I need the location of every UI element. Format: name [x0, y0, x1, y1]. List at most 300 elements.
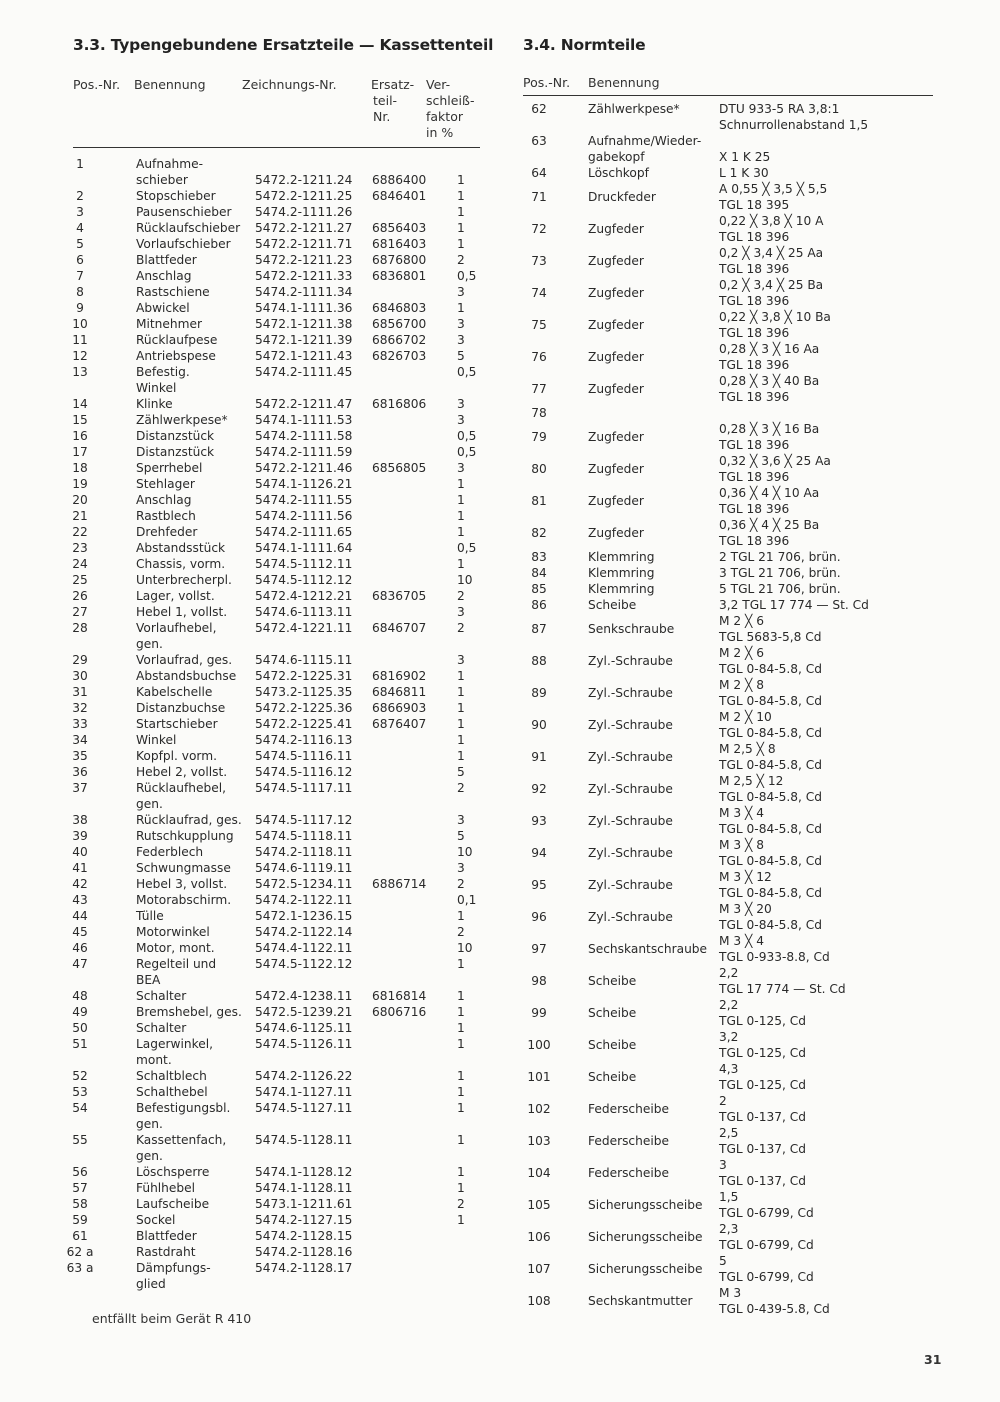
pos-number: 77 [531, 382, 547, 396]
pos-number: 76 [531, 350, 547, 364]
wear-factor: 0,5 [457, 269, 477, 283]
pos-number: 74 [531, 286, 547, 300]
drawing-number: 5474.5-1112.11 [255, 557, 353, 571]
drawing-number: 5474.2-1111.58 [255, 429, 353, 443]
part-name: Zugfeder [588, 430, 644, 444]
wear-factor: 0,5 [457, 429, 477, 443]
left-section-title: 3.3. Typengebundene Ersatzteile — Kassettenteil [73, 36, 494, 54]
pos-number: 37 [72, 781, 88, 795]
spec-text: TGL 0-6799, Cd [719, 1206, 814, 1220]
spec-text: TGL 0-137, Cd [719, 1174, 806, 1188]
pos-number: 35 [72, 749, 88, 763]
drawing-number: 5472.2-1211.25 [255, 189, 353, 203]
drawing-number: 5472.2-1225.36 [255, 701, 353, 715]
wear-factor: 1 [457, 493, 465, 507]
drawing-number: 5474.2-1111.65 [255, 525, 353, 539]
part-name: Distanzstück [136, 445, 215, 459]
wear-factor: 1 [457, 1085, 465, 1099]
part-name: Zyl.-Schraube [588, 750, 673, 764]
wear-factor: 1 [457, 1101, 465, 1115]
wear-factor: 10 [457, 941, 473, 955]
spec-text: 0,32 ╳ 3,6 ╳ 25 Aa [719, 454, 831, 468]
part-name: Rücklaufrad, ges. [136, 813, 242, 827]
part-name: Zyl.-Schraube [588, 846, 673, 860]
spec-text: 0,28 ╳ 3 ╳ 16 Aa [719, 342, 820, 356]
spec-text: M 2 ╳ 10 [719, 710, 772, 724]
spec-text: M 2,5 ╳ 12 [719, 774, 784, 788]
spec-text: M 3 ╳ 12 [719, 870, 772, 884]
spec-text: 1,5 [719, 1190, 739, 1204]
right-header-rule [523, 95, 933, 96]
wear-factor: 5 [457, 829, 465, 843]
spec-text: TGL 18 396 [719, 502, 790, 516]
spec-text: TGL 0-84-5.8, Cd [719, 726, 822, 740]
drawing-number: 5474.1-1126.21 [255, 477, 353, 491]
spec-text: L 1 K 30 [719, 166, 769, 180]
part-name: Winkel [136, 733, 177, 747]
spec-text: 0,36 ╳ 4 ╳ 10 Aa [719, 486, 820, 500]
part-name: Klemmring [588, 566, 655, 580]
pos-number: 34 [72, 733, 88, 747]
part-name: Zugfeder [588, 254, 644, 268]
spec-text: 0,2 ╳ 3,4 ╳ 25 Aa [719, 246, 824, 260]
pos-number: 106 [527, 1230, 551, 1244]
spec-text: 2,2 [719, 966, 739, 980]
part-name: Sicherungsscheibe [588, 1198, 703, 1212]
pos-number: 18 [72, 461, 88, 475]
part-name: Motorabschirm. [136, 893, 232, 907]
drawing-number: 5474.2-1118.11 [255, 845, 353, 859]
drawing-number: 5473.2-1125.35 [255, 685, 353, 699]
part-name: Rücklaufhebel, [136, 781, 226, 795]
drawing-number: 5474.1-1128.11 [255, 1181, 353, 1195]
part-name: Bremshebel, ges. [136, 1005, 242, 1019]
wear-factor: 3 [457, 397, 465, 411]
pos-number: 50 [72, 1021, 88, 1035]
spec-text: M 3 ╳ 20 [719, 902, 772, 916]
pos-number: 46 [72, 941, 88, 955]
pos-number: 1 [76, 157, 84, 171]
pos-number: 2 [76, 189, 84, 203]
spare-part-number: 6856700 [372, 317, 427, 331]
drawing-number: 5474.2-1111.55 [255, 493, 353, 507]
wear-factor: 2 [457, 877, 465, 891]
part-name: Zyl.-Schraube [588, 878, 673, 892]
spec-text: TGL 18 396 [719, 230, 790, 244]
spec-text: TGL 18 396 [719, 326, 790, 340]
spare-part-number: 6816806 [372, 397, 427, 411]
drawing-number: 5472.1-1211.39 [255, 333, 353, 347]
header-spare-1: Ersatz- [371, 77, 415, 92]
wear-factor: 2 [457, 621, 465, 635]
pos-number: 28 [72, 621, 88, 635]
pos-number: 62 a [66, 1245, 94, 1259]
spare-part-number: 6856403 [372, 221, 427, 235]
wear-factor: 10 [457, 573, 473, 587]
pos-number: 10 [72, 317, 88, 331]
pos-number: 87 [531, 622, 547, 636]
part-name: Blattfeder [136, 1229, 197, 1243]
spec-text: TGL 0-84-5.8, Cd [719, 694, 822, 708]
spec-text: TGL 0-125, Cd [719, 1046, 806, 1060]
footnote: entfällt beim Gerät R 410 [92, 1311, 252, 1326]
spec-text: 0,22 ╳ 3,8 ╳ 10 Ba [719, 310, 831, 324]
wear-factor: 1 [457, 957, 465, 971]
pos-number: 52 [72, 1069, 88, 1083]
part-name: Scheibe [588, 1070, 637, 1084]
spec-text: M 3 ╳ 8 [719, 838, 764, 852]
spec-text: TGL 0-84-5.8, Cd [719, 758, 822, 772]
spec-text: DTU 933-5 RA 3,8:1 [719, 102, 840, 116]
pos-number: 32 [72, 701, 88, 715]
pos-number: 102 [527, 1102, 551, 1116]
drawing-number: 5474.2-1116.13 [255, 733, 353, 747]
pos-number: 16 [72, 429, 88, 443]
part-name: Vorlaufhebel, [136, 621, 217, 635]
part-name: Zugfeder [588, 350, 644, 364]
wear-factor: 1 [457, 301, 465, 315]
spec-text: M 2 ╳ 6 [719, 646, 764, 660]
header-name: Benennung [134, 77, 206, 92]
spare-part-number: 6826703 [372, 349, 427, 363]
pos-number: 62 [531, 102, 547, 116]
pos-number: 55 [72, 1133, 88, 1147]
drawing-number: 5474.2-1128.16 [255, 1245, 353, 1259]
spec-text: TGL 18 395 [719, 198, 790, 212]
part-name: Blattfeder [136, 253, 197, 267]
part-name: gen. [136, 797, 163, 811]
part-name: Dämpfungs- [136, 1261, 211, 1275]
pos-number: 73 [531, 254, 547, 268]
wear-factor: 5 [457, 765, 465, 779]
part-name: Sperrhebel [136, 461, 203, 475]
part-name: Kopfpl. vorm. [136, 749, 217, 763]
drawing-number: 5474.1-1111.36 [255, 301, 353, 315]
part-name: Sechskantschraube [588, 942, 708, 956]
spare-part-number: 6816403 [372, 237, 427, 251]
part-name: Laufscheibe [136, 1197, 210, 1211]
pos-number: 3 [76, 205, 84, 219]
wear-factor: 3 [457, 461, 465, 475]
wear-factor: 2 [457, 781, 465, 795]
spare-part-number: 6846707 [372, 621, 427, 635]
spec-text: 5 [719, 1254, 727, 1268]
wear-factor: 1 [457, 221, 465, 235]
spec-text: X 1 K 25 [719, 150, 771, 164]
spare-part-number: 6876407 [372, 717, 427, 731]
spec-text: Schnurrollenabstand 1,5 [719, 118, 869, 132]
part-name: Stehlager [136, 477, 195, 491]
pos-number: 97 [531, 942, 547, 956]
pos-number: 19 [72, 477, 88, 491]
part-name: Rücklaufschieber [136, 221, 241, 235]
pos-number: 88 [531, 654, 547, 668]
spec-text: TGL 17 774 — St. Cd [719, 982, 846, 996]
part-name: Zugfeder [588, 382, 644, 396]
spec-text: TGL 0-6799, Cd [719, 1270, 814, 1284]
spec-text: TGL 0-137, Cd [719, 1142, 806, 1156]
spec-text: M 3 ╳ 4 [719, 934, 764, 948]
pos-number: 63 [531, 134, 547, 148]
part-name: Zählwerkpese* [588, 102, 680, 116]
wear-factor: 1 [457, 909, 465, 923]
spare-part-number: 6866903 [372, 701, 427, 715]
wear-factor: 3 [457, 605, 465, 619]
pos-number: 5 [76, 237, 84, 251]
spec-text: TGL 18 396 [719, 534, 790, 548]
part-name: Rutschkupplung [136, 829, 234, 843]
wear-factor: 10 [457, 845, 473, 859]
spare-part-number: 6806716 [372, 1005, 427, 1019]
pos-number: 54 [72, 1101, 88, 1115]
spare-part-number: 6856805 [372, 461, 427, 475]
spec-text: TGL 0-84-5.8, Cd [719, 918, 822, 932]
drawing-number: 5472.1-1236.15 [255, 909, 353, 923]
part-name: Fühlhebel [136, 1181, 196, 1195]
part-name: Anschlag [136, 493, 192, 507]
pos-number: 39 [72, 829, 88, 843]
pos-number: 8 [76, 285, 84, 299]
spec-text: 2,3 [719, 1222, 739, 1236]
spec-text: M 2 ╳ 8 [719, 678, 764, 692]
drawing-number: 5472.4-1221.11 [255, 621, 353, 635]
spec-text: 3,2 TGL 17 774 — St. Cd [719, 598, 869, 612]
part-name: Abstandsstück [136, 541, 226, 555]
drawing-number: 5472.2-1225.31 [255, 669, 353, 683]
part-name: Rastblech [136, 509, 196, 523]
part-name: Zyl.-Schraube [588, 910, 673, 924]
drawing-number: 5474.2-1111.56 [255, 509, 353, 523]
drawing-number: 5472.1-1211.38 [255, 317, 353, 331]
wear-factor: 1 [457, 477, 465, 491]
pos-number: 78 [531, 406, 547, 420]
pos-number: 86 [531, 598, 547, 612]
pos-number: 6 [76, 253, 84, 267]
page-number: 31 [924, 1352, 942, 1367]
pos-number: 57 [72, 1181, 88, 1195]
spec-text: TGL 0-125, Cd [719, 1078, 806, 1092]
pos-number: 80 [531, 462, 547, 476]
pos-number: 42 [72, 877, 88, 891]
pos-number: 11 [72, 333, 88, 347]
part-name: Unterbrecherpl. [136, 573, 232, 587]
drawing-number: 5474.5-1112.12 [255, 573, 353, 587]
part-name: Distanzstück [136, 429, 215, 443]
spare-part-number: 6816814 [372, 989, 427, 1003]
wear-factor: 0,5 [457, 541, 477, 555]
pos-number: 25 [72, 573, 88, 587]
wear-factor: 1 [457, 1037, 465, 1051]
wear-factor: 1 [457, 701, 465, 715]
pos-number: 75 [531, 318, 547, 332]
part-name: schieber [136, 173, 188, 187]
spare-part-number: 6866702 [372, 333, 427, 347]
spec-text: TGL 0-84-5.8, Cd [719, 662, 822, 676]
spec-text: TGL 0-84-5.8, Cd [719, 886, 822, 900]
spec-text: 0,36 ╳ 4 ╳ 25 Ba [719, 518, 820, 532]
spec-text: 2,5 [719, 1126, 739, 1140]
wear-factor: 3 [457, 861, 465, 875]
part-name: Zyl.-Schraube [588, 686, 673, 700]
wear-factor: 1 [457, 717, 465, 731]
spec-text: 2 [719, 1094, 727, 1108]
spare-part-number: 6816902 [372, 669, 427, 683]
pos-number: 91 [531, 750, 547, 764]
drawing-number: 5472.1-1211.43 [255, 349, 353, 363]
drawing-number: 5472.5-1239.21 [255, 1005, 353, 1019]
header-pos: Pos.-Nr. [73, 77, 121, 92]
wear-factor: 1 [457, 1181, 465, 1195]
pos-number: 44 [72, 909, 88, 923]
drawing-number: 5472.5-1234.11 [255, 877, 353, 891]
part-name: Vorlaufrad, ges. [136, 653, 233, 667]
drawing-number: 5474.5-1126.11 [255, 1037, 353, 1051]
part-name: Zugfeder [588, 526, 644, 540]
wear-factor: 3 [457, 413, 465, 427]
spec-text: M 2,5 ╳ 8 [719, 742, 776, 756]
pos-number: 105 [527, 1198, 551, 1212]
wear-factor: 1 [457, 1069, 465, 1083]
spec-text: TGL 18 396 [719, 358, 790, 372]
wear-factor: 1 [457, 525, 465, 539]
pos-number: 38 [72, 813, 88, 827]
spec-text: 2,2 [719, 998, 739, 1012]
wear-factor: 1 [457, 237, 465, 251]
spare-part-number: 6846401 [372, 189, 427, 203]
part-name: Klemmring [588, 550, 655, 564]
drawing-number: 5474.2-1127.15 [255, 1213, 353, 1227]
pos-number: 81 [531, 494, 547, 508]
part-name: Pausenschieber [136, 205, 232, 219]
wear-factor: 2 [457, 589, 465, 603]
drawing-number: 5474.2-1128.17 [255, 1261, 353, 1275]
header-wear-2: schleiß- [426, 93, 475, 108]
spec-text: 3,2 [719, 1030, 739, 1044]
drawing-number: 5474.5-1116.12 [255, 765, 353, 779]
drawing-number: 5474.5-1128.11 [255, 1133, 353, 1147]
drawing-number: 5474.6-1113.11 [255, 605, 353, 619]
spare-part-number: 6836801 [372, 269, 427, 283]
wear-factor: 1 [457, 1005, 465, 1019]
pos-number: 61 [72, 1229, 88, 1243]
drawing-number: 5474.2-1111.45 [255, 365, 353, 379]
drawing-number: 5474.2-1122.11 [255, 893, 353, 907]
drawing-number: 5474.2-1128.15 [255, 1229, 353, 1243]
wear-factor: 3 [457, 285, 465, 299]
part-name: glied [136, 1277, 166, 1291]
spare-part-number: 6886400 [372, 173, 427, 187]
part-name: Schalter [136, 1021, 187, 1035]
header-wear-3: faktor [426, 109, 463, 124]
part-name: Befestigungsbl. [136, 1101, 231, 1115]
wear-factor: 1 [457, 509, 465, 523]
right-header-name: Benennung [588, 75, 660, 90]
pos-number: 59 [72, 1213, 88, 1227]
drawing-number: 5474.5-1118.11 [255, 829, 353, 843]
spec-text: TGL 0-84-5.8, Cd [719, 822, 822, 836]
spare-part-number: 6886714 [372, 877, 427, 891]
part-name: gen. [136, 1117, 163, 1131]
part-name: Löschkopf [588, 166, 649, 180]
left-header-rule [73, 147, 480, 148]
part-name: Vorlaufschieber [136, 237, 231, 251]
pos-number: 22 [72, 525, 88, 539]
drawing-number: 5474.1-1111.53 [255, 413, 353, 427]
part-name: Löschsperre [136, 1165, 210, 1179]
spec-text: 3 [719, 1158, 727, 1172]
spec-text: TGL 18 396 [719, 262, 790, 276]
drawing-number: 5474.2-1111.34 [255, 285, 353, 299]
part-name: Scheibe [588, 974, 637, 988]
drawing-number: 5474.2-1111.59 [255, 445, 353, 459]
part-name: Regelteil und [136, 957, 217, 971]
pos-number: 100 [527, 1038, 551, 1052]
part-name: Hebel 1, vollst. [136, 605, 228, 619]
spec-text: 4,3 [719, 1062, 739, 1076]
part-name: Scheibe [588, 598, 637, 612]
drawing-number: 5472.2-1211.46 [255, 461, 353, 475]
pos-number: 49 [72, 1005, 88, 1019]
pos-number: 79 [531, 430, 547, 444]
pos-number: 64 [531, 166, 547, 180]
part-name: Senkschraube [588, 622, 675, 636]
pos-number: 84 [531, 566, 547, 580]
pos-number: 53 [72, 1085, 88, 1099]
part-name: Zugfeder [588, 222, 644, 236]
spec-text: TGL 0-125, Cd [719, 1014, 806, 1028]
pos-number: 85 [531, 582, 547, 596]
pos-number: 24 [72, 557, 88, 571]
part-name: Zugfeder [588, 462, 644, 476]
wear-factor: 2 [457, 253, 465, 267]
part-name: Befestig. [136, 365, 190, 379]
wear-factor: 1 [457, 557, 465, 571]
pos-number: 4 [76, 221, 84, 235]
pos-number: 41 [72, 861, 88, 875]
pos-number: 95 [531, 878, 547, 892]
wear-factor: 1 [457, 1213, 465, 1227]
header-wear-1: Ver- [426, 77, 451, 92]
part-name: Federscheibe [588, 1102, 669, 1116]
drawing-number: 5474.5-1127.11 [255, 1101, 353, 1115]
part-name: Rücklaufpese [136, 333, 218, 347]
part-name: Drehfeder [136, 525, 198, 539]
drawing-number: 5474.4-1122.11 [255, 941, 353, 955]
pos-number: 31 [72, 685, 88, 699]
part-name: Klinke [136, 397, 173, 411]
wear-factor: 1 [457, 749, 465, 763]
part-name: Stopschieber [136, 189, 216, 203]
spec-text: TGL 0-84-5.8, Cd [719, 854, 822, 868]
wear-factor: 1 [457, 669, 465, 683]
drawing-number: 5474.6-1115.11 [255, 653, 353, 667]
part-name: Schalter [136, 989, 187, 1003]
pos-number: 63 a [66, 1261, 94, 1275]
wear-factor: 0,1 [457, 893, 477, 907]
wear-factor: 3 [457, 333, 465, 347]
drawing-number: 5474.5-1116.11 [255, 749, 353, 763]
part-name: Hebel 3, vollst. [136, 877, 228, 891]
part-name: Lagerwinkel, [136, 1037, 213, 1051]
drawing-number: 5472.4-1238.11 [255, 989, 353, 1003]
wear-factor: 5 [457, 349, 465, 363]
part-name: Kabelschelle [136, 685, 213, 699]
pos-number: 93 [531, 814, 547, 828]
part-name: Sicherungsscheibe [588, 1230, 703, 1244]
pos-number: 45 [72, 925, 88, 939]
part-name: mont. [136, 1053, 172, 1067]
part-name: Anschlag [136, 269, 192, 283]
